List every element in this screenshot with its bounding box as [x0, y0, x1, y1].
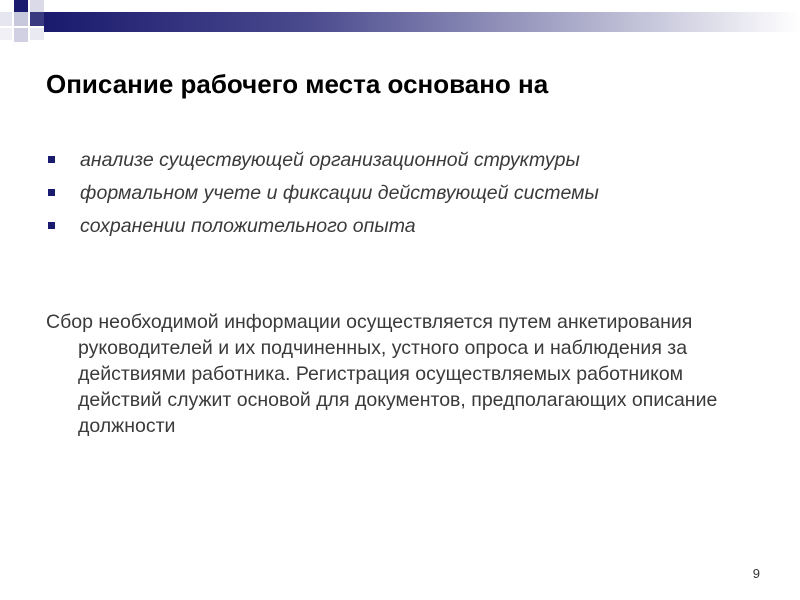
slide-title: Описание рабочего места основано на — [46, 69, 549, 99]
decor-square — [14, 0, 28, 12]
body-paragraph: Сбор необходимой информации осуществляется путем анкетирования руководителей и их подчиненных, устного опроса и наблюдения за действиями работника. Регистрация осуществляемых работником действий служит основой для документов, предполагающих описание должности — [46, 311, 718, 437]
bullet-list — [46, 148, 746, 247]
decor-square — [14, 12, 28, 26]
decor-square — [30, 0, 44, 12]
square-bullet-icon — [48, 156, 55, 163]
square-bullet-icon — [48, 189, 55, 196]
bullet-item — [46, 148, 746, 173]
decor-square — [30, 12, 44, 26]
page-number: 9 — [752, 566, 760, 581]
bullet-text: анализе существующей организационной структуры — [80, 149, 580, 171]
square-bullet-icon — [48, 222, 55, 229]
bullet-item — [46, 181, 746, 206]
bullet-text: сохранении положительного опыта — [80, 215, 416, 237]
decor-square — [30, 28, 44, 40]
bullet-text: формальном учете и фиксации действующей системы — [80, 182, 599, 204]
bullet-item — [46, 214, 746, 239]
header-gradient-band — [44, 12, 800, 32]
decor-square — [14, 28, 28, 42]
decor-square — [0, 12, 12, 26]
header-decoration — [0, 0, 800, 50]
decor-square — [0, 28, 12, 40]
